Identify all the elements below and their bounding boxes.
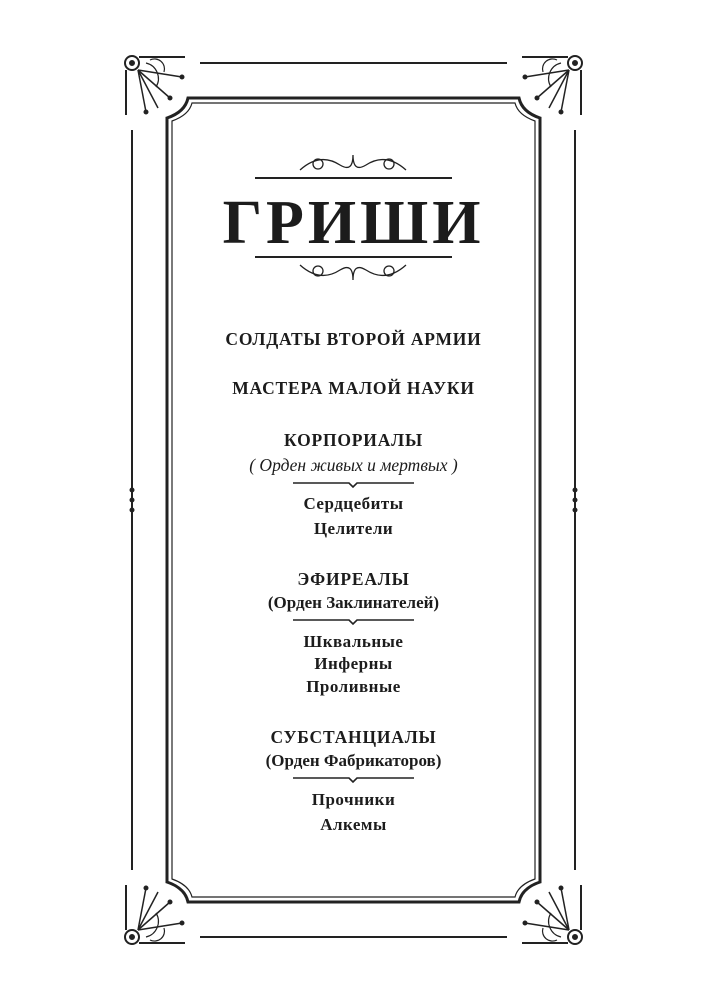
list-item: Целители [313, 519, 394, 538]
section-heading: СОЛДАТЫ ВТОРОЙ АРМИИ [225, 329, 482, 349]
section-heading: СУБСТАНЦИАЛЫ [270, 727, 437, 747]
list-item: Шквальные [303, 632, 404, 651]
section-heading: МАСТЕРА МАЛОЙ НАУКИ [232, 378, 475, 398]
section-subtitle: (Орден Заклинателей) [267, 593, 440, 612]
list-item: Проливные [306, 677, 401, 696]
section-heading: КОРПОРИАЛЫ [284, 430, 423, 450]
list-item: Прочники [311, 790, 396, 809]
section-subtitle: ( Орден живых и мертвых ) [249, 455, 458, 475]
page-title: ГРИШИ [222, 189, 485, 257]
corner-ornament-icon [125, 56, 185, 115]
list-item: Алкемы [320, 815, 387, 834]
list-item: Инферны [314, 654, 393, 673]
section-heading: ЭФИРЕАЛЫ [297, 569, 410, 589]
section-subtitle: (Орден Фабрикаторов) [265, 751, 442, 770]
list-item: Сердцебиты [303, 494, 404, 513]
